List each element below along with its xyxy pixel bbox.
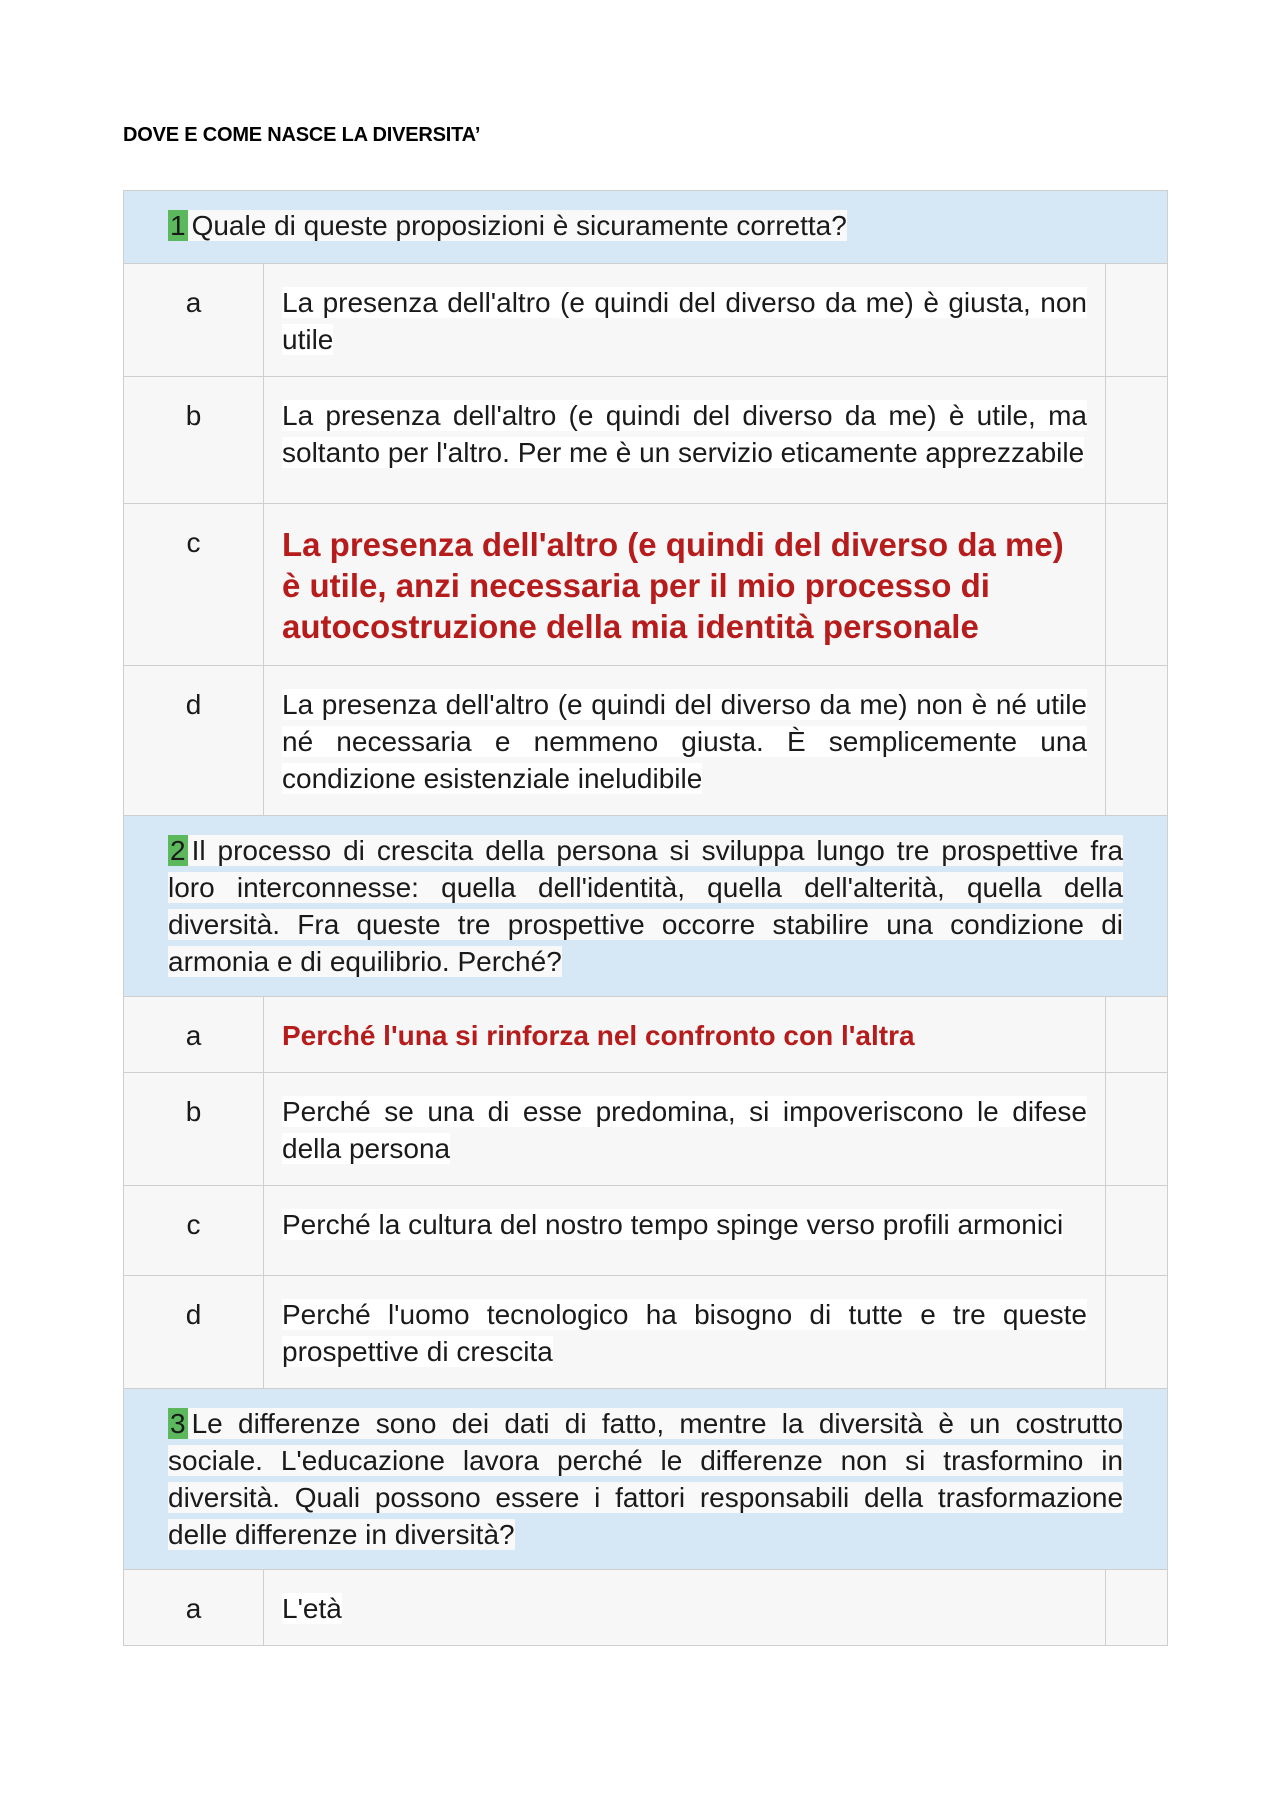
answer-row [124,264,1168,377]
question-row [124,1389,1168,1570]
question-text: Il processo di crescita della persona si sviluppa lungo tre prospettive fra loro interconnesse: quella dell'identità, quella dell'alterità, quella della diversità. Fra queste tre prospettive occorre stabilire una condizione di armonia e di equilibrio. Perché? [168,835,1124,977]
quiz-table [123,190,1168,1646]
answer-text: Perché la cultura del nostro tempo spinge verso profili armonici [282,1209,1064,1240]
question-text-wrapper [168,1408,1123,1550]
question-cell [124,1389,1168,1570]
answer-letter: c [124,504,264,666]
answer-row [124,666,1168,816]
answer-text: Perché se una di esse predomina, si impoveriscono le difese della persona [282,1096,1087,1164]
answer-letter: a [124,264,264,377]
answer-letter: c [124,1186,264,1276]
answer-letter: b [124,377,264,504]
answer-text-cell [264,1186,1106,1276]
question-cell [124,816,1168,997]
question-row [124,816,1168,997]
answer-letter: d [124,1276,264,1389]
answer-row [124,377,1168,504]
answer-text-cell [264,666,1106,816]
answer-text-cell [264,377,1106,504]
answer-mark-cell [1106,1073,1168,1186]
question-cell [124,191,1168,264]
question-text-wrapper [168,210,847,241]
answer-text: Perché l'uomo tecnologico ha bisogno di tutte e tre queste prospettive di crescita [282,1299,1087,1367]
document-title: DOVE E COME NASCE LA DIVERSITA’ [123,124,481,146]
question-text-wrapper [168,835,1123,977]
answer-row-correct [124,504,1168,666]
answer-row [124,1276,1168,1389]
answer-text-correct: Perché l'una si rinforza nel confronto con l'altra [264,997,1106,1073]
question-text: Le differenze sono dei dati di fatto, mentre la diversità è un costrutto sociale. L'educazione lavora perché le differenze non si trasformino in diversità. Quali possono essere i fattori responsabili della trasformazione delle differenze in diversità? [168,1408,1124,1550]
answer-letter: b [124,1073,264,1186]
question-number: 1 [170,210,186,241]
answer-letter: d [124,666,264,816]
question-text: Quale di queste proposizioni è sicuramente corretta? [191,210,847,241]
answer-letter: a [124,1570,264,1646]
answer-mark-cell [1106,264,1168,377]
question-number: 3 [170,1408,186,1439]
answer-text: La presenza dell'altro (e quindi del diverso da me) non è né utile né necessaria e nemmeno giusta. È semplicemente una condizione esistenziale ineludibile [282,689,1087,794]
answer-letter: a [124,997,264,1073]
answer-text-cell [264,1570,1106,1646]
answer-text-correct: La presenza dell'altro (e quindi del diverso da me) è utile, anzi necessaria per il mio processo di autocostruzione della mia identità personale [264,504,1106,666]
answer-mark-cell [1106,377,1168,504]
answer-mark-cell [1106,504,1168,666]
answer-text: La presenza dell'altro (e quindi del diverso da me) è utile, ma soltanto per l'altro. Per me è un servizio eticamente apprezzabile [282,400,1087,468]
answer-text-cell [264,1073,1106,1186]
answer-mark-cell [1106,1570,1168,1646]
question-row [124,191,1168,264]
question-number: 2 [170,835,186,866]
answer-text: L'età [282,1593,342,1624]
answer-mark-cell [1106,997,1168,1073]
answer-text: La presenza dell'altro (e quindi del diverso da me) è giusta, non utile [282,287,1087,355]
answer-text-cell [264,264,1106,377]
answer-mark-cell [1106,1276,1168,1389]
answer-mark-cell [1106,666,1168,816]
answer-text-cell [264,1276,1106,1389]
answer-row [124,1073,1168,1186]
answer-row [124,1186,1168,1276]
answer-row [124,1570,1168,1646]
answer-mark-cell [1106,1186,1168,1276]
answer-row-correct [124,997,1168,1073]
